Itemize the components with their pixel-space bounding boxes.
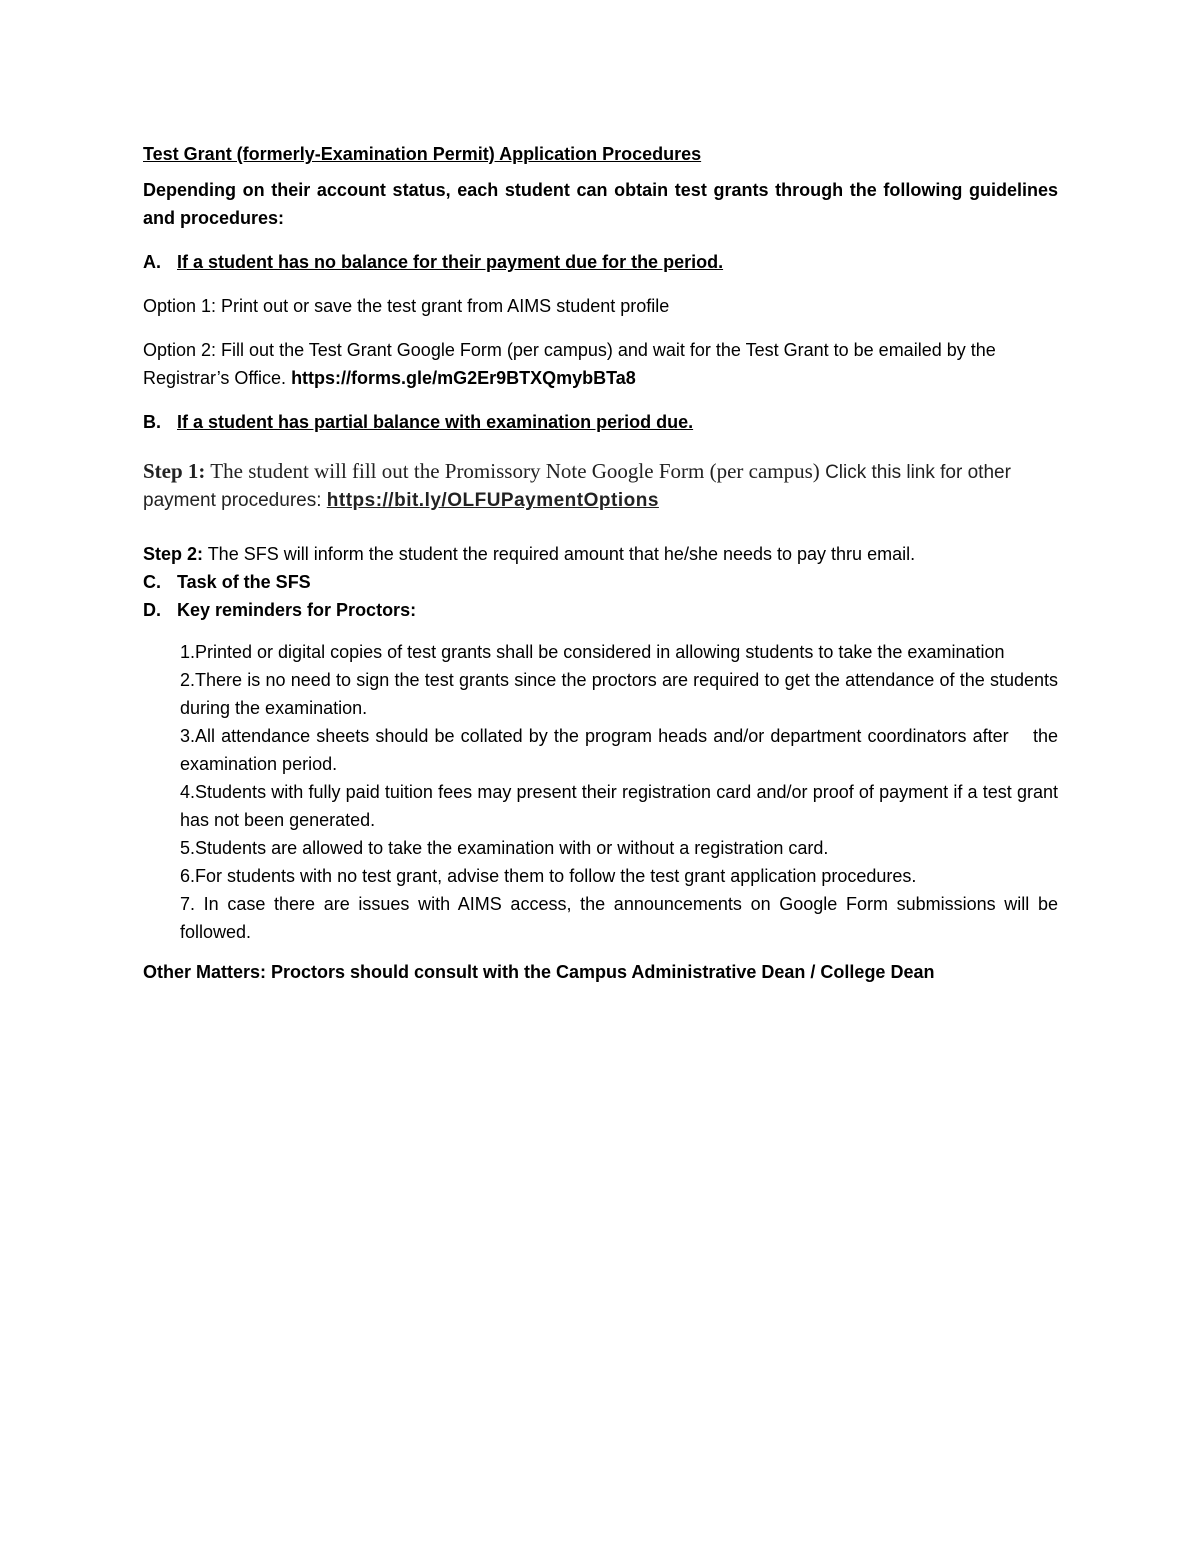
step-2-paragraph [143,540,1058,568]
option-2-text: Option 2: Fill out the Test Grant Google Form (per campus) and wait for the Test Grant to be emailed by the Registrar’s Office. [143,340,996,388]
reminder-item: 3.All attendance sheets should be collated by the program heads and/or department coordinators after the examination period. [180,726,1064,774]
section-d-text: Key reminders for Proctors: [177,600,417,620]
section-b-letter: B. [143,412,161,432]
step-1-label: Step 1: [143,459,206,483]
reminder-item: 4.Students with fully paid tuition fees may present their registration card and/or proof of payment if a test grant has not been generated. [180,782,1058,830]
other-matters: Other Matters: Proctors should consult with the Campus Administrative Dean / College Dean [143,962,935,982]
section-d-heading [143,596,1058,624]
section-b-heading [143,408,1058,436]
option-2-paragraph [143,336,1058,392]
reminder-item: 7. In case there are issues with AIMS access, the announcements on Google Form submissions will be followed. [180,894,1058,942]
reminders-list [180,638,1064,946]
section-c-letter: C. [143,572,161,592]
reminder-item: 6.For students with no test grant, advise them to follow the test grant application procedures. [180,866,917,886]
section-a-heading [143,248,1058,276]
reminder-item: 1.Printed or digital copies of test grants shall be considered in allowing students to take the examination [180,642,1005,662]
option-1-text: Option 1: Print out or save the test grant from AIMS student profile [143,296,670,316]
step-1-paragraph [143,458,1058,514]
payment-options-link[interactable]: https://bit.ly/OLFUPaymentOptions [326,490,659,511]
step-2-text: The SFS will inform the student the required amount that he/she needs to pay thru email. [203,544,916,564]
google-form-link[interactable]: https://forms.gle/mG2Er9BTXQmybBTa8 [291,368,636,388]
intro-paragraph: Depending on their account status, each student can obtain test grants through the following guidelines and procedures: [143,180,1058,228]
step-1-link-intro: Click this link for other payment procedures: [143,462,1011,511]
section-d-letter: D. [143,600,161,620]
step-1-text: The student will fill out the Promissory Note Google Form (per campus) [205,459,820,483]
step-2-label: Step 2: [143,544,204,564]
section-a-letter: A. [143,252,161,272]
document-title: Test Grant (formerly-Examination Permit) Application Procedures [143,144,702,164]
document-body [143,140,1064,1004]
section-c-heading [143,568,1058,596]
reminder-item: 2.There is no need to sign the test grants since the proctors are required to get the attendance of the students during the examination. [180,670,1058,718]
section-b-text: If a student has partial balance with examination period due. [177,412,694,432]
reminder-item: 5.Students are allowed to take the examination with or without a registration card. [180,838,829,858]
section-c-text: Task of the SFS [177,572,311,592]
section-a-text: If a student has no balance for their payment due for the period. [177,252,724,272]
